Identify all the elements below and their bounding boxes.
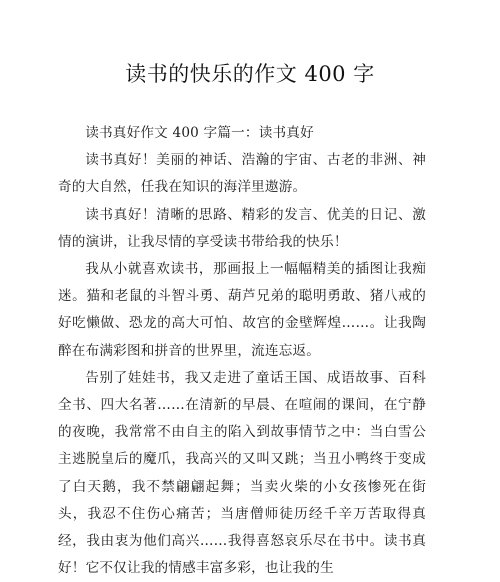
paragraph-heading: 读书真好作文 400 字篇一：读书真好 [85,125,314,141]
paragraph: 读书真好！美丽的神话、浩瀚的宇宙、古老的非洲、神奇的大自然，任我在知识的海洋里遨游。 [58,152,426,196]
document-body [58,120,426,582]
paragraph: 告别了娃娃书，我又走进了童话王国、成语故事、百科全书、四大名著……在清新的早晨、在喧闹的课间，在宁静的夜晚，我常常不由自主的陷入到故事情节之中：当白雪公主逃脱皇后的魔爪，我高兴的又叫又跳；当丑小鸭终于变成了白天鹅，我不禁翩翩起舞；当卖火柴的小女孩惨死在街头，我忍不住伤心痛苦；当唐僧师徒历经千辛万苦取得真经，我由衷为他们高兴……我得喜怒哀乐尽在书中。读书真好！它不仅让我的情感丰富多彩，也让我的生 [58,369,426,577]
document-title: 读书的快乐的作文 400 字 [125,62,375,86]
paragraph: 我从小就喜欢读书，那画报上一幅幅精美的插图让我痴迷。猫和老鼠的斗智斗勇、葫芦兄弟的聪明勇敢、猪八戒的好吃懒做、恐龙的高大可怕、故宫的金壁辉煌……。让我陶醉在布满彩图和拼音的世界里，流连忘返。 [58,261,426,359]
paragraph: 读书真好！清晰的思路、精彩的发言、优美的日记、激情的演讲，让我尽情的享受读书带给我的快乐！ [58,206,426,250]
